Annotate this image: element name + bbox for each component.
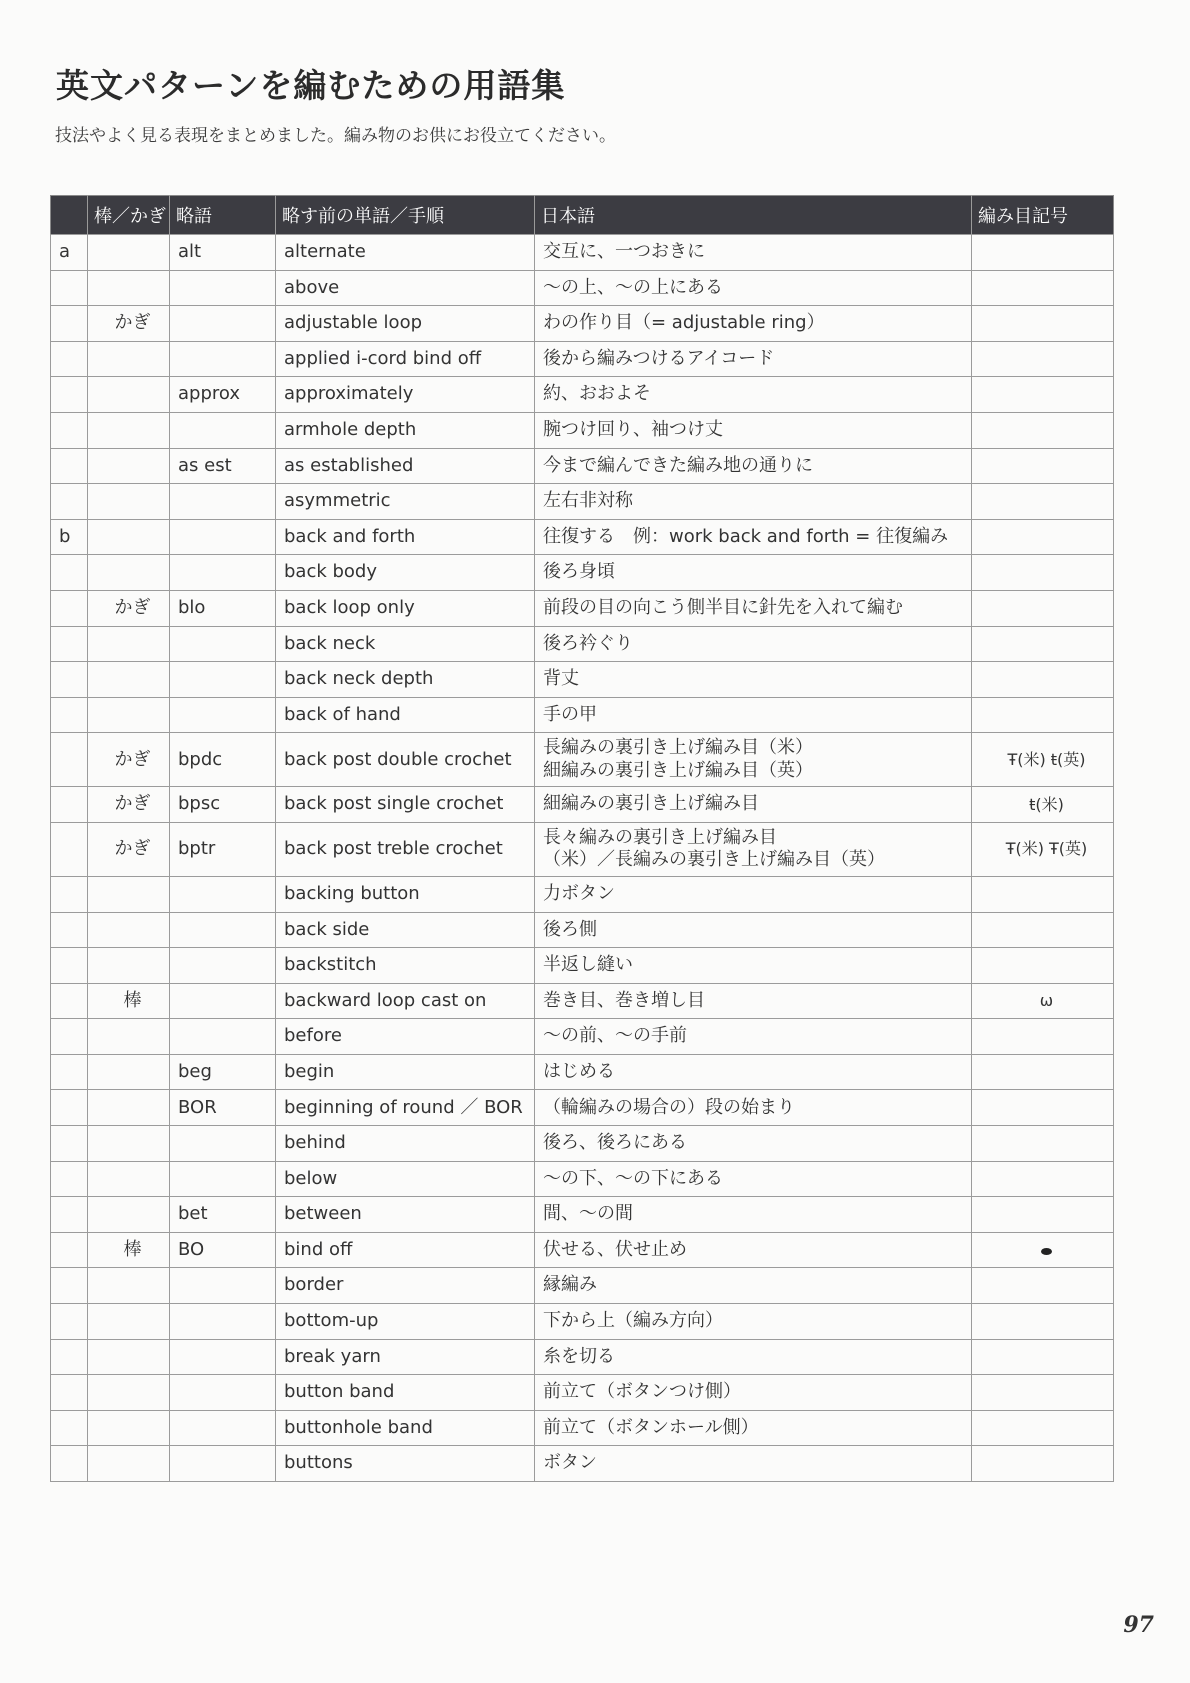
cell-letter: [51, 876, 88, 912]
cell-letter: [51, 912, 88, 948]
table-row: [51, 1339, 1114, 1375]
cell-tool: [88, 1054, 170, 1090]
cell-symbol: [972, 662, 1114, 698]
cell-letter: [51, 306, 88, 342]
cell-letter: [51, 448, 88, 484]
cell-symbol: [972, 377, 1114, 413]
table-header-row: [51, 196, 1114, 235]
cell-letter: b: [51, 519, 88, 555]
cell-term: asymmetric: [276, 484, 535, 520]
table-row: [51, 1304, 1114, 1340]
cell-term: backing button: [276, 876, 535, 912]
japanese-line: 糸を切る: [543, 1345, 615, 1367]
cell-abbreviation: [170, 1268, 276, 1304]
table-row: [51, 590, 1114, 626]
cell-letter: [51, 1054, 88, 1090]
cell-term: bind off: [276, 1232, 535, 1268]
cell-letter: [51, 948, 88, 984]
japanese-line: 縁編み: [543, 1274, 597, 1296]
table-row: [51, 341, 1114, 377]
cell-symbol: [972, 1019, 1114, 1055]
stitch-symbol: Ŧ(米) Ŧ(英): [1005, 839, 1088, 859]
cell-japanese: [535, 1019, 972, 1055]
cell-abbreviation: BO: [170, 1232, 276, 1268]
cell-letter: [51, 787, 88, 823]
cell-abbreviation: [170, 555, 276, 591]
cell-letter: [51, 822, 88, 876]
japanese-line: 伏せる、伏せ止め: [543, 1238, 687, 1260]
cell-japanese: [535, 555, 972, 591]
cell-symbol: [972, 341, 1114, 377]
cell-abbreviation: [170, 1375, 276, 1411]
cell-tool: かぎ: [88, 787, 170, 823]
cell-abbreviation: as est: [170, 448, 276, 484]
japanese-line: 前立て（ボタンホール側）: [543, 1416, 759, 1438]
cell-term: back neck: [276, 626, 535, 662]
table-row: [51, 1232, 1114, 1268]
japanese-line: 後ろ側: [543, 918, 597, 940]
japanese-line: わの作り目（= adjustable ring）: [543, 312, 825, 334]
japanese-line: 背丈: [543, 668, 579, 690]
cell-symbol: [972, 1090, 1114, 1126]
cell-tool: [88, 1446, 170, 1482]
cell-tool: かぎ: [88, 306, 170, 342]
table-row: [51, 983, 1114, 1019]
cell-abbreviation: blo: [170, 590, 276, 626]
cell-abbreviation: BOR: [170, 1090, 276, 1126]
japanese-line: 今まで編んできた編み地の通りに: [543, 454, 813, 476]
header-tool: 棒／かぎ: [88, 196, 170, 235]
cell-symbol: [972, 912, 1114, 948]
cell-tool: [88, 519, 170, 555]
cell-japanese: [535, 1304, 972, 1340]
cell-symbol: [972, 484, 1114, 520]
cell-term: border: [276, 1268, 535, 1304]
cell-abbreviation: [170, 948, 276, 984]
cell-symbol: [972, 448, 1114, 484]
cell-term: buttonhole band: [276, 1410, 535, 1446]
table-row: [51, 519, 1114, 555]
table-row: [51, 662, 1114, 698]
cell-tool: [88, 1161, 170, 1197]
cell-letter: [51, 1197, 88, 1233]
table-row: [51, 822, 1114, 876]
cell-abbreviation: [170, 270, 276, 306]
cell-tool: [88, 1268, 170, 1304]
table-row: [51, 412, 1114, 448]
page-subtitle: 技法やよく見る表現をまとめました。編み物のお供にお役立てください。: [55, 126, 616, 146]
cell-tool: [88, 1090, 170, 1126]
header-japanese: 日本語: [535, 196, 972, 235]
page-title: 英文パターンを編むための用語集: [56, 66, 566, 105]
cell-term: armhole depth: [276, 412, 535, 448]
table-row: [51, 555, 1114, 591]
table-row: [51, 448, 1114, 484]
cell-symbol: [972, 519, 1114, 555]
japanese-line: ～の下、～の下にある: [543, 1167, 723, 1189]
cell-japanese: [535, 590, 972, 626]
japanese-line: 約、おおよそ: [543, 383, 651, 405]
cell-japanese: [535, 626, 972, 662]
cell-japanese: [535, 1446, 972, 1482]
cell-japanese: [535, 306, 972, 342]
cell-japanese: [535, 484, 972, 520]
cell-symbol: [972, 822, 1114, 876]
cell-term: back post double crochet: [276, 733, 535, 787]
cell-term: back neck depth: [276, 662, 535, 698]
cell-letter: [51, 662, 88, 698]
japanese-line: 後から編みつけるアイコード: [543, 347, 775, 369]
table-row: [51, 484, 1114, 520]
table-row: [51, 876, 1114, 912]
cell-abbreviation: bet: [170, 1197, 276, 1233]
table-row: [51, 306, 1114, 342]
cell-tool: かぎ: [88, 822, 170, 876]
japanese-line: 下から上（編み方向）: [543, 1310, 723, 1332]
table-row: [51, 626, 1114, 662]
cell-term: below: [276, 1161, 535, 1197]
japanese-line: ～の前、～の手前: [543, 1025, 687, 1047]
cell-letter: [51, 1161, 88, 1197]
cell-letter: [51, 1126, 88, 1162]
table-row: [51, 1268, 1114, 1304]
cell-japanese: [535, 377, 972, 413]
cell-term: back loop only: [276, 590, 535, 626]
cell-abbreviation: [170, 662, 276, 698]
japanese-line: 腕つけ回り、袖つけ丈: [543, 419, 723, 441]
cell-letter: [51, 484, 88, 520]
cell-abbreviation: [170, 1126, 276, 1162]
cell-symbol: [972, 1126, 1114, 1162]
japanese-line: （輪編みの場合の）段の始まり: [543, 1096, 795, 1118]
cell-abbreviation: [170, 341, 276, 377]
cell-letter: [51, 1410, 88, 1446]
cell-symbol: [972, 876, 1114, 912]
cell-symbol: [972, 1339, 1114, 1375]
stitch-symbol: ŧ(米): [1029, 794, 1064, 814]
cell-symbol: [972, 1410, 1114, 1446]
cell-japanese: [535, 1054, 972, 1090]
cell-japanese: [535, 235, 972, 271]
cell-japanese: [535, 912, 972, 948]
cell-abbreviation: [170, 484, 276, 520]
japanese-line: 半返し縫い: [543, 954, 633, 976]
cell-japanese: [535, 662, 972, 698]
cell-letter: [51, 412, 88, 448]
table-row: [51, 1054, 1114, 1090]
cell-japanese: [535, 983, 972, 1019]
cell-tool: [88, 448, 170, 484]
cell-tool: [88, 235, 170, 271]
table-row: [51, 948, 1114, 984]
cell-symbol: [972, 697, 1114, 733]
cell-tool: [88, 270, 170, 306]
cell-abbreviation: beg: [170, 1054, 276, 1090]
cell-symbol: [972, 590, 1114, 626]
japanese-line: 前段の目の向こう側半目に針先を入れて編む: [543, 596, 903, 618]
cell-symbol: [972, 412, 1114, 448]
cell-japanese: [535, 341, 972, 377]
table-row: [51, 1197, 1114, 1233]
cell-letter: [51, 626, 88, 662]
glossary-table: [50, 195, 1114, 1482]
cell-term: applied i-cord bind off: [276, 341, 535, 377]
glossary-body: [51, 235, 1114, 1482]
cell-term: backstitch: [276, 948, 535, 984]
cell-letter: [51, 270, 88, 306]
table-row: [51, 733, 1114, 787]
cell-letter: [51, 697, 88, 733]
cell-letter: [51, 341, 88, 377]
japanese-line: 後ろ、後ろにある: [543, 1132, 687, 1154]
cell-letter: [51, 377, 88, 413]
japanese-line-2: 細編みの裏引き上げ編み目（英）: [543, 759, 813, 781]
cell-tool: 棒: [88, 1232, 170, 1268]
cell-japanese: [535, 1090, 972, 1126]
cell-japanese: [535, 876, 972, 912]
cell-term: alternate: [276, 235, 535, 271]
cell-abbreviation: [170, 1304, 276, 1340]
cell-term: back and forth: [276, 519, 535, 555]
table-row: [51, 1446, 1114, 1482]
cell-japanese: [535, 448, 972, 484]
table-row: [51, 377, 1114, 413]
cell-term: begin: [276, 1054, 535, 1090]
cell-tool: [88, 662, 170, 698]
japanese-line: はじめる: [543, 1060, 615, 1082]
cell-term: behind: [276, 1126, 535, 1162]
cell-tool: [88, 912, 170, 948]
cell-japanese: [535, 733, 972, 787]
cell-symbol: [972, 1446, 1114, 1482]
cell-symbol: [972, 235, 1114, 271]
cell-tool: [88, 341, 170, 377]
cell-japanese: [535, 697, 972, 733]
stitch-symbol: Ŧ(米) ŧ(英): [1007, 749, 1086, 769]
cell-japanese: [535, 822, 972, 876]
cell-japanese: [535, 1268, 972, 1304]
japanese-line: 往復する 例：work back and forth = 往復編み: [543, 525, 949, 547]
cell-term: back post single crochet: [276, 787, 535, 823]
japanese-line: ～の上、～の上にある: [543, 276, 723, 298]
cell-tool: [88, 484, 170, 520]
header-abbreviation: 略語: [170, 196, 276, 235]
japanese-line: 巻き目、巻き増し目: [543, 989, 705, 1011]
cell-term: approximately: [276, 377, 535, 413]
cell-japanese: [535, 787, 972, 823]
header-term: 略す前の単語／手順: [276, 196, 535, 235]
cell-abbreviation: [170, 626, 276, 662]
cell-letter: a: [51, 235, 88, 271]
cell-term: before: [276, 1019, 535, 1055]
cell-tool: [88, 626, 170, 662]
cell-tool: [88, 1019, 170, 1055]
japanese-line-2: （米）／長編みの裏引き上げ編み目（英）: [543, 849, 885, 871]
cell-symbol: [972, 733, 1114, 787]
table-row: [51, 235, 1114, 271]
cell-abbreviation: [170, 1019, 276, 1055]
japanese-line: 交互に、一つおきに: [543, 241, 705, 263]
cell-tool: [88, 1410, 170, 1446]
cell-letter: [51, 590, 88, 626]
table-row: [51, 1410, 1114, 1446]
cell-symbol: [972, 787, 1114, 823]
cell-symbol: [972, 1375, 1114, 1411]
cell-tool: [88, 1304, 170, 1340]
cell-tool: [88, 1339, 170, 1375]
cell-tool: かぎ: [88, 590, 170, 626]
cell-abbreviation: [170, 912, 276, 948]
cell-tool: [88, 948, 170, 984]
cell-term: between: [276, 1197, 535, 1233]
cell-tool: [88, 1197, 170, 1233]
cell-tool: [88, 412, 170, 448]
cell-letter: [51, 1446, 88, 1482]
cell-symbol: [972, 1268, 1114, 1304]
cell-term: break yarn: [276, 1339, 535, 1375]
bind-off-dot-icon: [1041, 1248, 1052, 1255]
cell-abbreviation: [170, 1446, 276, 1482]
cell-letter: [51, 1339, 88, 1375]
japanese-line: 間、～の間: [543, 1203, 633, 1225]
table-row: [51, 787, 1114, 823]
cell-symbol: [972, 1197, 1114, 1233]
cell-abbreviation: bpdc: [170, 733, 276, 787]
cell-abbreviation: [170, 306, 276, 342]
header-letter: [51, 196, 88, 235]
cell-japanese: [535, 1197, 972, 1233]
japanese-line: 手の甲: [543, 703, 597, 725]
cell-abbreviation: [170, 519, 276, 555]
cell-japanese: [535, 1339, 972, 1375]
cell-term: back of hand: [276, 697, 535, 733]
cell-symbol: [972, 270, 1114, 306]
cell-term: beginning of round ／ BOR: [276, 1090, 535, 1126]
japanese-line: 長編みの裏引き上げ編み目（米）: [543, 737, 813, 759]
cell-term: as established: [276, 448, 535, 484]
cell-symbol: [972, 1232, 1114, 1268]
cell-tool: かぎ: [88, 733, 170, 787]
cell-tool: [88, 1375, 170, 1411]
cell-term: adjustable loop: [276, 306, 535, 342]
cell-abbreviation: [170, 1410, 276, 1446]
cell-abbreviation: [170, 983, 276, 1019]
cell-symbol: [972, 555, 1114, 591]
cell-letter: [51, 733, 88, 787]
cell-tool: [88, 876, 170, 912]
cell-japanese: [535, 948, 972, 984]
cell-letter: [51, 1375, 88, 1411]
table-row: [51, 1090, 1114, 1126]
cell-abbreviation: [170, 412, 276, 448]
cell-term: back post treble crochet: [276, 822, 535, 876]
table-row: [51, 912, 1114, 948]
cell-symbol: [972, 948, 1114, 984]
cell-symbol: [972, 626, 1114, 662]
japanese-line: 後ろ身頃: [543, 561, 615, 583]
table-row: [51, 697, 1114, 733]
cell-term: back side: [276, 912, 535, 948]
cell-symbol: [972, 983, 1114, 1019]
cell-abbreviation: [170, 1339, 276, 1375]
cell-term: buttons: [276, 1446, 535, 1482]
cell-abbreviation: [170, 1161, 276, 1197]
cell-abbreviation: [170, 876, 276, 912]
cell-abbreviation: approx: [170, 377, 276, 413]
cell-letter: [51, 1019, 88, 1055]
cell-tool: 棒: [88, 983, 170, 1019]
cell-japanese: [535, 519, 972, 555]
cell-term: backward loop cast on: [276, 983, 535, 1019]
table-row: [51, 1126, 1114, 1162]
cell-term: back body: [276, 555, 535, 591]
cell-letter: [51, 1304, 88, 1340]
cell-japanese: [535, 270, 972, 306]
cell-symbol: [972, 1304, 1114, 1340]
cell-term: bottom-up: [276, 1304, 535, 1340]
stitch-symbol: ω: [1039, 990, 1054, 1010]
cell-symbol: [972, 1054, 1114, 1090]
table-row: [51, 1019, 1114, 1055]
cell-symbol: [972, 1161, 1114, 1197]
cell-japanese: [535, 1161, 972, 1197]
cell-japanese: [535, 1232, 972, 1268]
cell-tool: [88, 555, 170, 591]
japanese-line: ボタン: [543, 1452, 597, 1474]
page-number: 97: [1123, 1612, 1154, 1638]
cell-term: button band: [276, 1375, 535, 1411]
cell-letter: [51, 1268, 88, 1304]
cell-japanese: [535, 1375, 972, 1411]
table-row: [51, 1375, 1114, 1411]
japanese-line: 細編みの裏引き上げ編み目: [543, 793, 759, 815]
cell-symbol: [972, 306, 1114, 342]
header-symbol: 編み目記号: [972, 196, 1114, 235]
japanese-line: 前立て（ボタンつけ側）: [543, 1381, 741, 1403]
cell-tool: [88, 377, 170, 413]
cell-abbreviation: bptr: [170, 822, 276, 876]
cell-tool: [88, 697, 170, 733]
cell-japanese: [535, 1126, 972, 1162]
cell-tool: [88, 1126, 170, 1162]
japanese-line: 力ボタン: [543, 882, 615, 904]
cell-abbreviation: [170, 697, 276, 733]
cell-letter: [51, 1232, 88, 1268]
cell-term: above: [276, 270, 535, 306]
cell-abbreviation: alt: [170, 235, 276, 271]
cell-japanese: [535, 412, 972, 448]
cell-abbreviation: bpsc: [170, 787, 276, 823]
cell-letter: [51, 983, 88, 1019]
japanese-line: 長々編みの裏引き上げ編み目: [543, 826, 777, 848]
japanese-line: 後ろ衿ぐり: [543, 632, 633, 654]
cell-letter: [51, 555, 88, 591]
cell-japanese: [535, 1410, 972, 1446]
japanese-line: 左右非対称: [543, 490, 633, 512]
table-row: [51, 270, 1114, 306]
cell-letter: [51, 1090, 88, 1126]
table-row: [51, 1161, 1114, 1197]
